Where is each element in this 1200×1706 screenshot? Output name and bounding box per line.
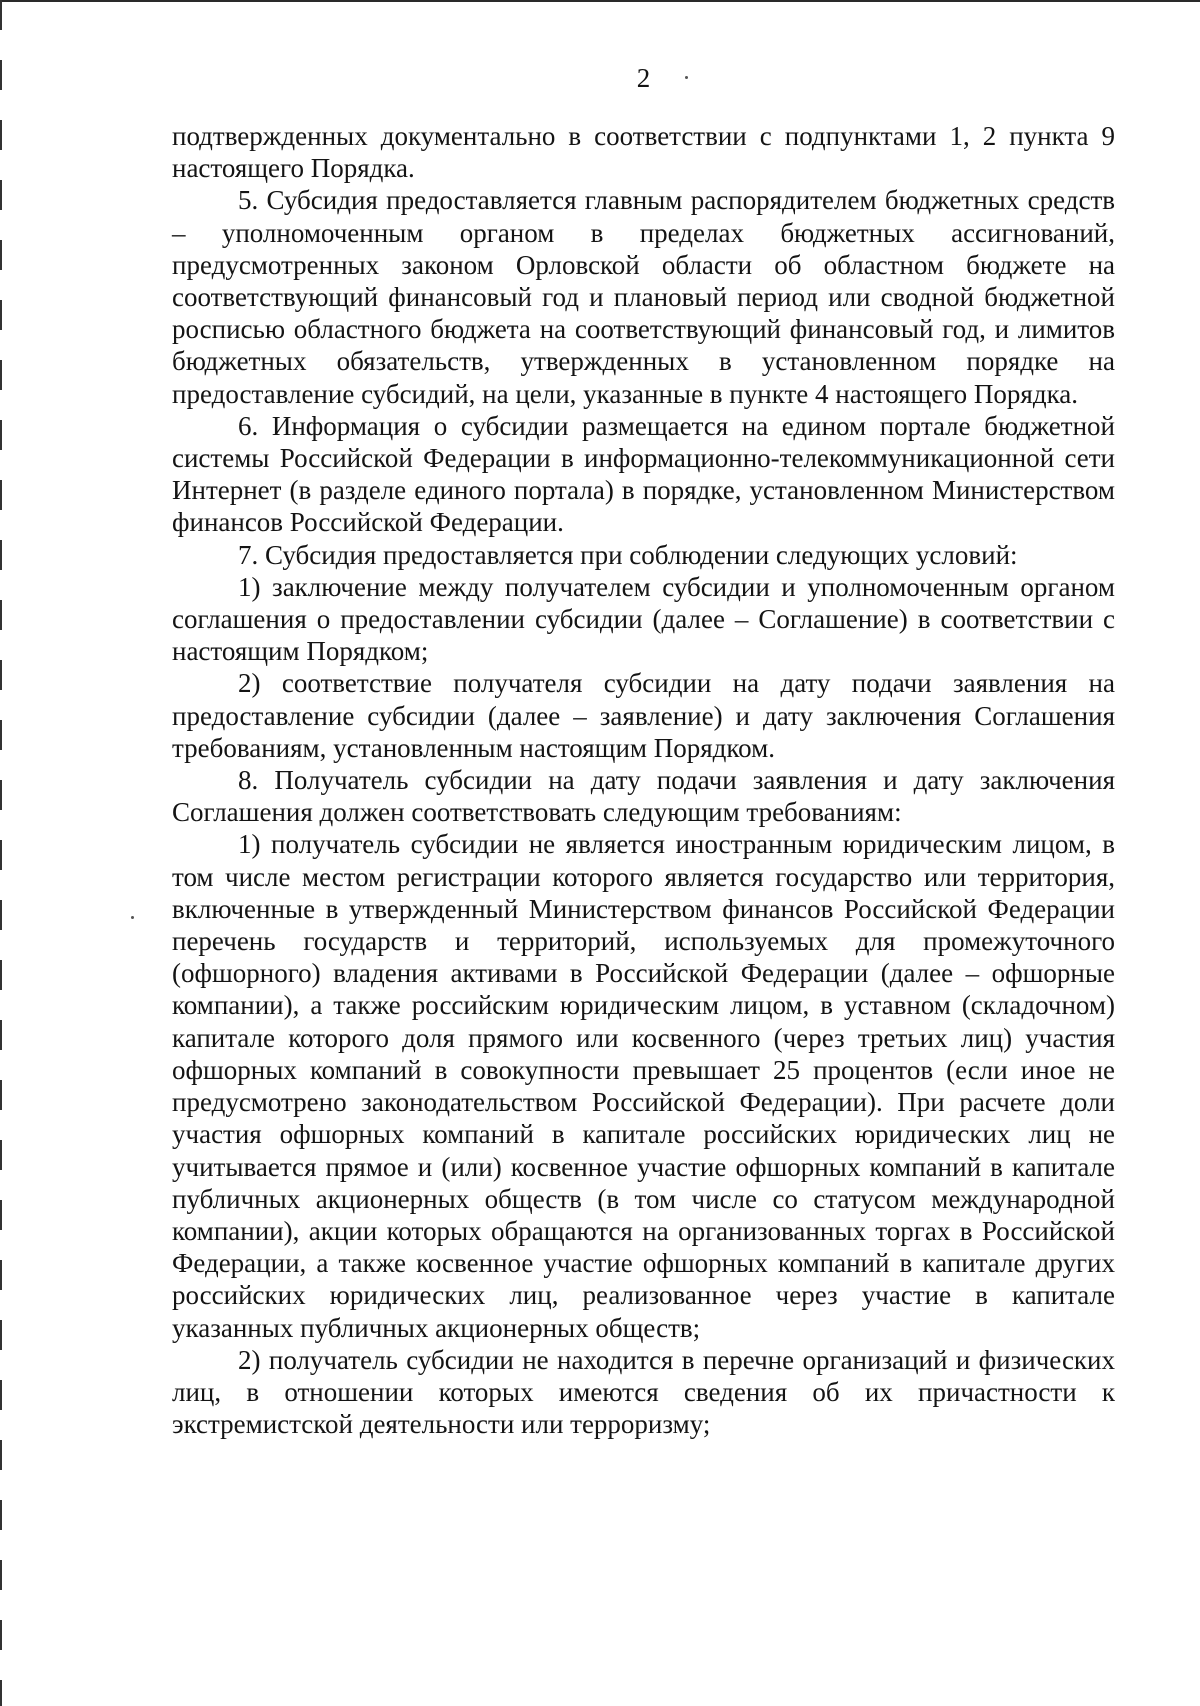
scan-speck bbox=[131, 916, 134, 919]
document-page bbox=[172, 62, 1115, 1440]
paragraph-continuation: подтвержденных документально в соответствии с подпунктами 1, 2 пункта 9 настоящего Порядка. bbox=[172, 121, 1115, 184]
paragraph-item-7-1: 1) заключение между получателем субсидии и уполномоченным органом соглашения о предоставлении субсидии (далее – Соглашение) в соответствии с настоящим Порядком; bbox=[172, 571, 1115, 667]
paragraph-item-7-2: 2) соответствие получателя субсидии на дату подачи заявления на предоставление субсидии (далее – заявление) и дату заключения Соглашения требованиям, установленным настоящим Порядком. bbox=[172, 668, 1115, 763]
paragraph-item-6: 6. Информация о субсидии размещается на едином портале бюджетной системы Российской Федерации в информационно-телекоммуникационной сети Интернет (в разделе единого портала) в порядке, установленном Министерством финансов Российской Федерации. bbox=[172, 410, 1115, 538]
paragraph-item-8-2: 2) получатель субсидии не находится в перечне организаций и физических лиц, в отношении которых имеются сведения об их причастности к экстремистской деятельности или терроризму; bbox=[172, 1344, 1115, 1440]
scan-top-edge bbox=[0, 0, 1200, 2]
paragraph-item-5: 5. Субсидия предоставляется главным распорядителем бюджетных средств – уполномоченным органом в пределах бюджетных ассигнований, предусмотренных законом Орловской области об областном бюджете на соответствующий финансовый год и плановый период или сводной бюджетной росписью областного бюджета на соответствующий финансовый год, и лимитов бюджетных обязательств, утвержденных в установленном порядке на предоставление субсидий, на цели, указанные в пункте 4 настоящего Порядка. bbox=[172, 185, 1115, 409]
paragraph-item-8: 8. Получатель субсидии на дату подачи заявления и дату заключения Соглашения должен соответствовать следующим требованиям: bbox=[172, 765, 1115, 828]
page-number: 2 bbox=[636, 63, 651, 93]
scan-left-edge bbox=[0, 0, 2, 1706]
paragraph-item-8-1: 1) получатель субсидии не является иностранным юридическим лицом, в том числе местом регистрации которого является государство или территория, включенные в утвержденный Министерством финансов Российской Федерации перечень государств и территорий, используемых для промежуточного (офшорного) владения активами в Российской Федерации (далее – офшорные компании), а также российским юридическим лицом, в уставном (складочном) капитале которого доля прямого или косвенного (через третьих лиц) участия офшорных компаний в совокупности превышает 25 процентов (если иное не предусмотрено законодательством Российской Федерации). При расчете доли участия офшорных компаний в капитале российских юридических лиц не учитывается прямое и (или) косвенное участие офшорных компаний в капитале публичных акционерных обществ (в том числе со статусом международной компании), акции которых обращаются на организованных торгах в Российской Федерации, а также косвенное участие офшорных компаний в капитале других российских юридических лиц, реализованное через участие в капитале указанных публичных акционерных обществ; bbox=[172, 829, 1115, 1343]
paragraph-item-7: 7. Субсидия предоставляется при соблюдении следующих условий: bbox=[238, 539, 1018, 570]
